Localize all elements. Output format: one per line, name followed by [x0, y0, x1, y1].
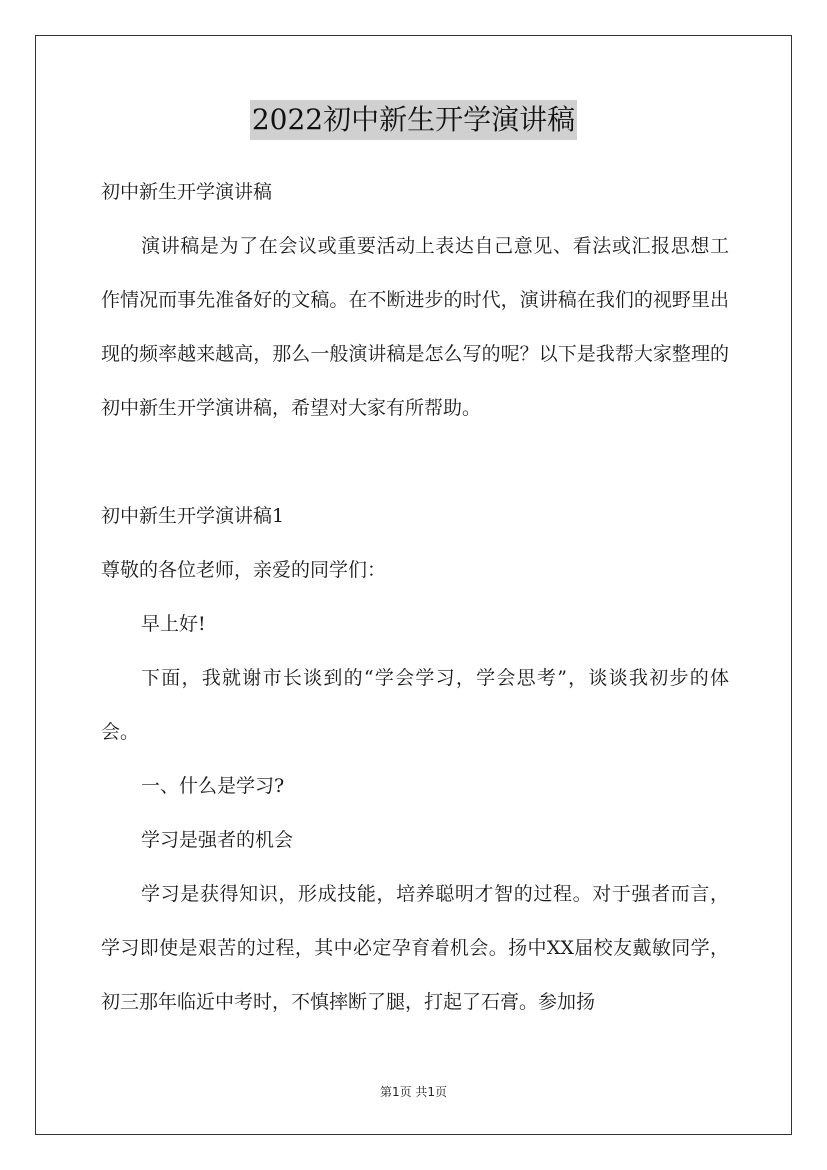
blank-line [101, 435, 729, 489]
page-footer: 第1页 共1页 [379, 1085, 448, 1099]
section-heading: 初中新生开学演讲稿1 [101, 505, 285, 527]
body-paragraph: 演讲稿是为了在会议或重要活动上表达自己意见、看法或汇报思想工作情况而事先准备好的文稿。在不断进步的时代，演讲稿在我们的视野里出现的频率越来越高，那么一般演讲稿是怎么写的呢？以下是我帮大家整理的初中新生开学演讲稿，希望对大家有所帮助。 [101, 235, 729, 419]
greeting: 早上好! [141, 613, 206, 635]
salutation: 尊敬的各位老师，亲爱的同学们： [101, 559, 387, 581]
document-title: 2022初中新生开学演讲稿 [250, 100, 577, 140]
document-body [101, 165, 729, 1029]
body-paragraph: 下面，我就谢市长谈到的“学会学习，学会思考”，谈谈我初步的体会。 [101, 667, 729, 743]
title-wrap [0, 100, 827, 140]
body-paragraph: 学习是获得知识，形成技能，培养聪明才智的过程。对于强者而言，学习即使是艰苦的过程，其中必定孕育着机会。扬中XX届校友戴敏同学，初三那年临近中考时，不慎摔断了腿，打起了石膏。参加扬 [101, 883, 729, 1013]
section-heading: 初中新生开学演讲稿 [101, 181, 273, 203]
subheading: 学习是强者的机会 [141, 829, 294, 851]
subheading: 一、什么是学习? [141, 775, 285, 797]
